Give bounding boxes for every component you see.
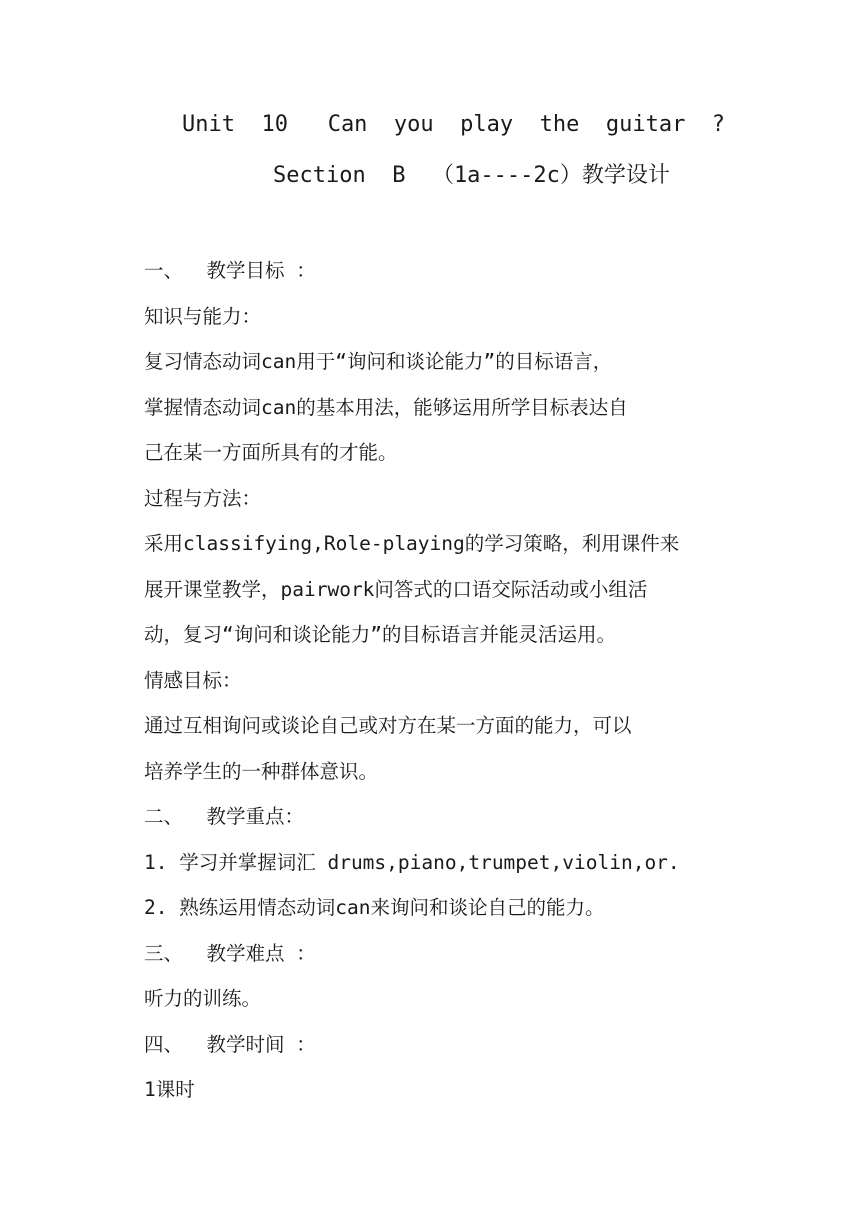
document-title-line2: Section B （1a----2c）教学设计	[273, 163, 670, 188]
body-line: 掌握情态动词can的基本用法，能够运用所学目标表达自	[144, 395, 628, 419]
body-line: 1课时	[144, 1078, 195, 1101]
section-heading-objectives: 一、 教学目标 ：	[144, 259, 316, 282]
body-line: 复习情态动词can用于“询问和谈论能力”的目标语言，	[144, 350, 613, 373]
body-line: 听力的训练。	[144, 987, 262, 1010]
subheading-process: 过程与方法：	[144, 486, 262, 510]
body-line: 通过互相询问或谈论自己或对方在某一方面的能力，可以	[144, 714, 632, 737]
subheading-emotion: 情感目标：	[144, 668, 242, 692]
subheading-knowledge: 知识与能力：	[144, 304, 262, 328]
body-line: 培养学生的一种群体意识。	[144, 759, 379, 783]
section-heading-difficulties: 三、 教学难点 ：	[144, 941, 316, 965]
list-item: 1. 学习并掌握词汇 drums,piano,trumpet,violin,or.	[144, 850, 680, 874]
list-item: 2. 熟练运用情态动词can来询问和谈论自己的能力。	[144, 896, 605, 919]
body-line: 展开课堂教学，pairwork问答式的口语交际活动或小组活	[144, 577, 648, 601]
document-title-line1: Unit 10 Can you play the guitar ?	[182, 112, 726, 137]
body-line: 采用classifying,Role-playing的学习策略，利用课件来	[144, 532, 680, 555]
body-line: 动，复习“询问和谈论能力”的目标语言并能灵活运用。	[144, 623, 616, 646]
document-body	[144, 248, 744, 1113]
section-heading-key-points: 二、 教学重点：	[144, 805, 304, 828]
section-heading-time: 四、 教学时间 ：	[144, 1032, 316, 1056]
body-line: 己在某一方面所具有的才能。	[144, 441, 398, 464]
